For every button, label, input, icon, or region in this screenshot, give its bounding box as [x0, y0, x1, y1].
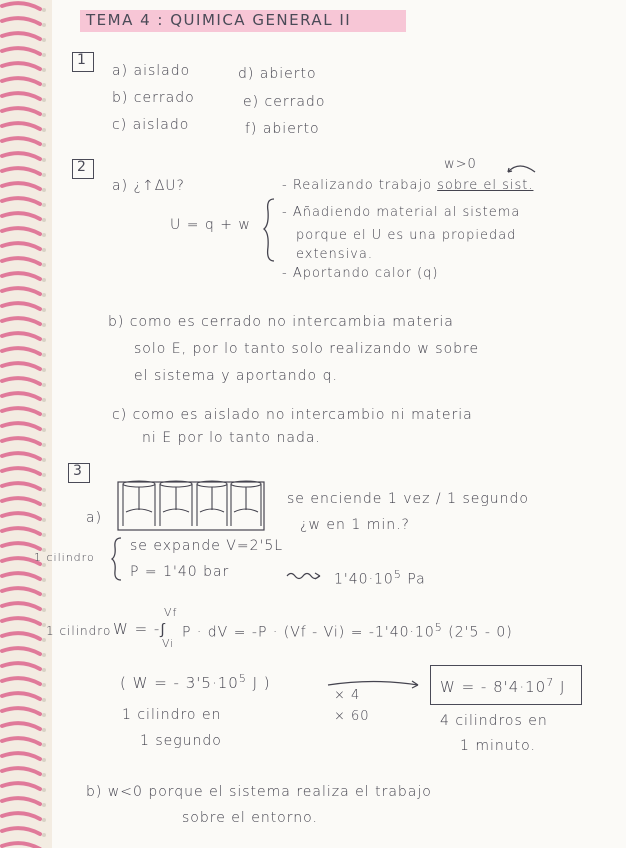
- ex3-result-1-base: ( W = - 3'5·10: [120, 674, 239, 692]
- punch-hole: [42, 113, 46, 117]
- ex3-work-exp: 5: [434, 621, 443, 634]
- ex2-c-line-1: c) como es aislado no intercambio ni materia: [112, 407, 473, 423]
- punch-hole: [42, 473, 46, 477]
- ex3-pressure-pa-value: 1'40·10: [334, 571, 394, 588]
- punch-hole: [42, 98, 46, 102]
- ex3-result-1-unit: J ): [246, 674, 271, 692]
- ex1-answer-c: c) aislado: [112, 117, 190, 133]
- punch-hole: [42, 443, 46, 447]
- ex1-answer-a: a) aislado: [112, 63, 191, 79]
- ex2-b-line-3: el sistema y aportando q.: [134, 368, 338, 384]
- punch-hole: [42, 518, 46, 522]
- punch-hole: [42, 803, 46, 807]
- ex2-bullet-2-line-2: porque el U es una propiedad: [296, 228, 517, 243]
- punch-hole: [42, 833, 46, 837]
- punch-hole: [42, 428, 46, 432]
- punch-hole: [42, 533, 46, 537]
- ex2-bullet-1-text: - Realizando trabajo: [282, 178, 438, 193]
- ex2-b-line-1: b) como es cerrado no intercambia materia: [108, 314, 454, 330]
- ex3-result-2-note-line-2: 1 minuto.: [460, 738, 536, 754]
- ex2-bullet-1-underlined: sobre el sist.: [437, 178, 534, 193]
- page-title: TEMA 4 : QUIMICA GENERAL II: [86, 11, 352, 29]
- punch-hole: [42, 68, 46, 72]
- ex1-answer-e: e) cerrado: [243, 94, 326, 110]
- squiggle-arrow-icon: [286, 570, 324, 580]
- punch-hole: [42, 773, 46, 777]
- ex3-pressure-text: P = 1'40 bar: [130, 564, 230, 580]
- punch-hole: [42, 368, 46, 372]
- ex3-work-expression: [182, 621, 513, 641]
- ex2-bullet-2-line-3: extensiva.: [296, 247, 373, 262]
- punch-hole: [42, 8, 46, 12]
- ex3-pressure-pa-exp: 5: [393, 568, 402, 581]
- ex3-multiplier-1: × 4: [334, 688, 361, 703]
- punch-hole: [42, 713, 46, 717]
- curly-brace: [262, 197, 278, 265]
- ex3-work-expr-text: P · dV = -P · (Vf - Vi) = -1'40·10: [182, 624, 435, 641]
- ex3-result-2-note-line-1: 4 cilindros en: [440, 713, 548, 729]
- ex2-c-line-2: ni E por lo tanto nada.: [142, 430, 321, 446]
- title-highlight: [80, 10, 406, 32]
- punch-hole: [42, 653, 46, 657]
- punch-hole: [42, 698, 46, 702]
- punch-hole: [42, 143, 46, 147]
- punch-hole: [42, 413, 46, 417]
- punch-hole: [42, 503, 46, 507]
- ex3-expand-text: se expande V=2'5L: [130, 538, 284, 554]
- exercise-3-number-box: [68, 463, 90, 483]
- punch-hole: [42, 488, 46, 492]
- ex2-bullet-3: - Aportando calor (q): [282, 266, 439, 281]
- ex2-bullet-2-line-1: - Añadiendo material al sistema: [282, 205, 521, 220]
- spiral-binding: [0, 0, 52, 848]
- punch-hole: [42, 743, 46, 747]
- punch-hole: [42, 683, 46, 687]
- punch-hole: [42, 278, 46, 282]
- ex3-result-2-unit: J: [554, 678, 566, 696]
- ex3-work-w: W = -∫: [113, 620, 166, 638]
- ex3-b-line-2: sobre el entorno.: [182, 810, 318, 826]
- ex3-integral-top: Vf: [164, 606, 178, 619]
- punch-hole: [42, 293, 46, 297]
- ex3-result-2-exp: 7: [546, 676, 555, 689]
- punch-hole: [42, 173, 46, 177]
- ex3-result-1-exp: 5: [238, 672, 247, 685]
- ex2-bullet-1: [282, 178, 533, 193]
- ex3-pressure-pa-unit: Pa: [401, 571, 426, 588]
- punch-hole: [42, 353, 46, 357]
- punch-hole: [42, 23, 46, 27]
- ex3-result-1-note-line-2: 1 segundo: [140, 733, 222, 749]
- ex3-b-line-1: b) w<0 porque el sistema realiza el trabajo: [86, 784, 432, 800]
- punch-hole: [42, 323, 46, 327]
- punch-hole: [42, 608, 46, 612]
- ex2-w-note: w>0: [444, 157, 477, 172]
- ex3-statement-line-1: se enciende 1 vez / 1 segundo: [287, 491, 529, 507]
- punch-hole: [42, 728, 46, 732]
- ex3-pressure-pa: [334, 568, 426, 588]
- ex3-work-label: 1 cilindro: [46, 624, 112, 638]
- ex3-side-label: 1 cilindro: [34, 551, 95, 564]
- punch-hole: [42, 593, 46, 597]
- punch-hole: [42, 458, 46, 462]
- punch-hole: [42, 308, 46, 312]
- ex3-a-label: a): [86, 510, 103, 526]
- punch-hole: [42, 263, 46, 267]
- exercise-1-number-box: [72, 52, 94, 72]
- punch-hole: [42, 188, 46, 192]
- ex3-result-2-base: W = - 8'4·10: [440, 678, 547, 696]
- punch-hole: [42, 578, 46, 582]
- punch-hole: [42, 83, 46, 87]
- ex3-result-1: [120, 672, 271, 692]
- punch-hole: [42, 383, 46, 387]
- exercise-2-number: 2: [77, 159, 86, 175]
- punch-hole: [42, 248, 46, 252]
- curly-brace-2: [110, 536, 124, 582]
- ex2-formula: U = q + w: [170, 217, 251, 233]
- curved-arrow-icon: [505, 160, 539, 176]
- ex3-result-2: [440, 676, 565, 696]
- punch-hole: [42, 758, 46, 762]
- ex3-multiplier-2: × 60: [334, 709, 370, 724]
- punch-hole: [42, 203, 46, 207]
- cylinders-drawing: [116, 476, 266, 534]
- punch-hole: [42, 398, 46, 402]
- exercise-3-number: 3: [73, 463, 82, 479]
- ex3-result-1-note-line-1: 1 cilindro en: [122, 707, 222, 723]
- exercise-1-number: 1: [77, 52, 86, 68]
- ex1-answer-f: f) abierto: [245, 121, 320, 137]
- ex1-answer-d: d) abierto: [238, 66, 317, 82]
- punch-hole: [42, 128, 46, 132]
- punch-hole: [42, 818, 46, 822]
- punch-hole: [42, 158, 46, 162]
- punch-hole: [42, 53, 46, 57]
- ex2-b-line-2: solo E, por lo tanto solo realizando w sobre: [134, 341, 480, 357]
- ex3-work-tail: (2'5 - 0): [442, 624, 513, 641]
- exercise-2-number-box: [72, 159, 94, 179]
- ex1-answer-b: b) cerrado: [112, 90, 195, 106]
- punch-hole: [42, 233, 46, 237]
- punch-hole: [42, 338, 46, 342]
- punch-hole: [42, 638, 46, 642]
- punch-hole: [42, 788, 46, 792]
- punch-hole: [42, 38, 46, 42]
- ex3-statement-line-2: ¿w en 1 min.?: [300, 517, 410, 533]
- punch-hole: [42, 218, 46, 222]
- punch-hole: [42, 668, 46, 672]
- ex3-integral-bottom: Vi: [162, 637, 175, 650]
- ex2-question-a: a) ¿↑ΔU?: [112, 178, 185, 194]
